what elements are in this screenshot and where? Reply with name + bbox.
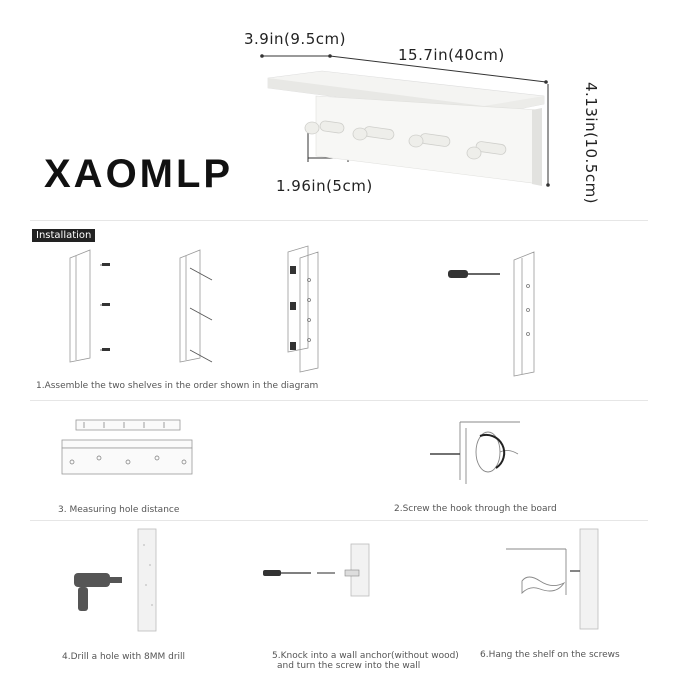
divider	[30, 520, 648, 521]
step3-diagram	[0, 410, 340, 510]
step6-diagram	[500, 525, 610, 635]
step5-caption: 5.Knock into a wall anchor(without wood)	[272, 651, 459, 661]
height-dimension: 4.13in(10.5cm)	[582, 82, 600, 205]
step4-diagram	[60, 525, 170, 635]
installation-label: Installation	[32, 229, 95, 242]
step5-caption-2: and turn the screw into the wall	[277, 661, 421, 671]
divider	[30, 400, 648, 401]
depth-dimension: 3.9in(9.5cm)	[244, 30, 346, 48]
length-dimension: 15.7in(40cm)	[398, 46, 505, 64]
divider	[30, 220, 648, 221]
step4-caption: 4.Drill a hole with 8MM drill	[62, 652, 186, 662]
brand-logo-text: XAOMLP	[44, 152, 234, 196]
step2-caption: 2.Screw the hook through the board	[394, 504, 557, 514]
step3-caption: 3. Measuring hole distance	[58, 505, 180, 515]
step2-diagram	[400, 412, 560, 502]
step1-diagram	[0, 240, 679, 380]
step5-diagram	[255, 540, 385, 600]
step6-caption: 6.Hang the shelf on the screws	[480, 650, 620, 660]
hook-spacing-dimension: 1.96in(5cm)	[276, 177, 373, 195]
step1-caption: 1.Assemble the two shelves in the order shown in the diagram	[36, 381, 319, 391]
